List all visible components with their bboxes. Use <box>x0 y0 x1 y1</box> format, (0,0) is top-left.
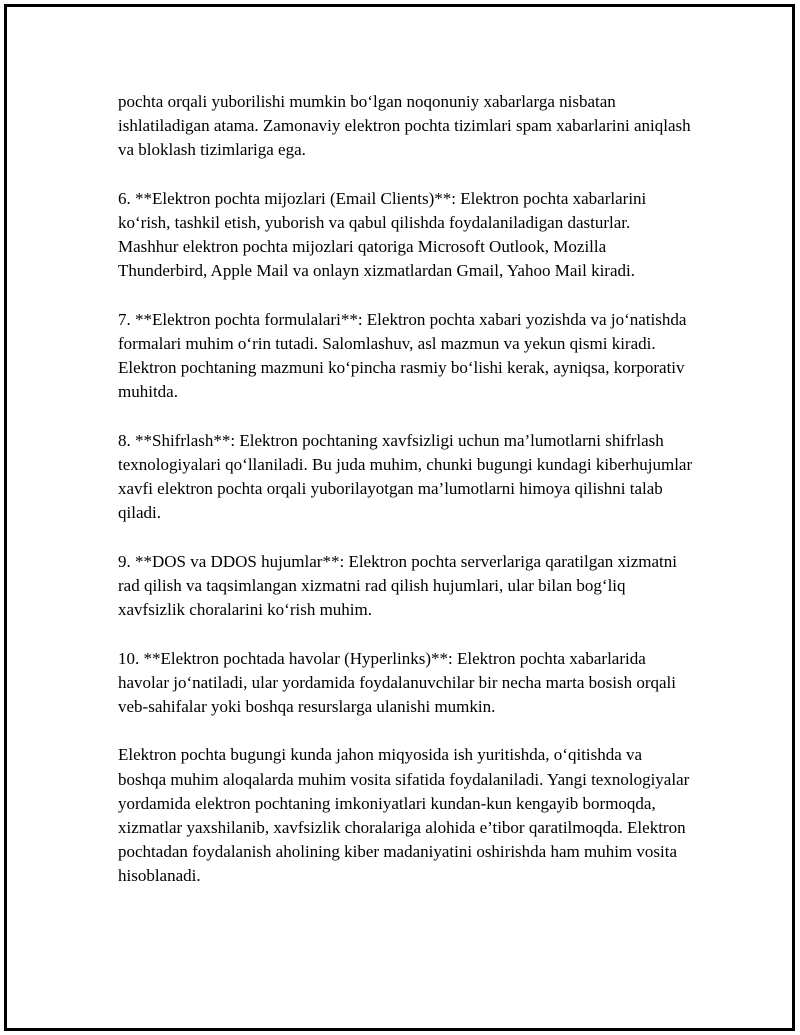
paragraph-encryption: 8. **Shifrlash**: Elektron pochtaning xavfsizligi uchun ma’lumotlarni shifrlash texnologiyalari qo‘llaniladi. Bu juda muhim, chunki bugungi kundagi kiberhujumlar xavfi elektron pochta orqali yuborilayotgan ma’lumotlarni himoya qilishni talab qiladi. <box>118 430 693 523</box>
paragraph-hyperlinks: 10. **Elektron pochtada havolar (Hyperlinks)**: Elektron pochta xabarlarida havolar jo‘natiladi, ular yordamida foydalanuvchilar bir necha marta bosish orqali veb-sahifalar yoki boshqa resurslarga ulanishi mumkin. <box>118 648 676 716</box>
paragraph-email-formulas: 7. **Elektron pochta formulalari**: Elektron pochta xabari yozishda va jo‘natishda formalari muhim o‘rin tutadi. Salomlashuv, asl mazmun va yekun qismi kiradi. Elektron pochtaning mazmuni ko‘pincha rasmiy bo‘lishi kerak, ayniqsa, korporativ muhitda. <box>118 309 687 402</box>
paragraph-spam-continuation: pochta orqali yuborilishi mumkin bo‘lgan noqonuniy xabarlarga nisbatan ishlatiladigan atama. Zamonaviy elektron pochta tizimlari spam xabarlarini aniqlash va bloklash tizimlariga ega. <box>118 92 691 160</box>
paragraph-dos-ddos: 9. **DOS va DDOS hujumlar**: Elektron pochta serverlariga qaratilgan xizmatni rad qilish va taqsimlangan xizmatni rad qilish hujumlari, ular bilan bog‘liq xavfsizlik choralarini ko‘rish muhim. <box>118 551 677 620</box>
paragraph-conclusion: Elektron pochta bugungi kunda jahon miqyosida ish yuritishda, o‘qitishda va boshqa muhim aloqalarda muhim vosita sifatida foydalaniladi. Yangi texnologiyalar yordamida elektron pochtaning imkoniyatlari kundan-kun kengayib bormoqda, xizmatlar yaxshilanib, xavfsizlik choralariga alohida e’tibor qaratilmoqda. Elektron pochtadan foydalanish aholining kiber madaniyatini oshirishda ham muhim vosita hisoblanadi. <box>118 745 690 886</box>
paragraph-email-clients: 6. **Elektron pochta mijozlari (Email Clients)**: Elektron pochta xabarlarini ko‘rish, tashkil etish, yuborish va qabul qilishda foydalaniladigan dasturlar. Mashhur elektron pochta mijozlari qatoriga Microsoft Outlook, Mozilla Thunderbird, Apple Mail va onlayn xizmatlardan Gmail, Yahoo Mail kiradi. <box>118 188 647 281</box>
document-body <box>118 90 693 889</box>
